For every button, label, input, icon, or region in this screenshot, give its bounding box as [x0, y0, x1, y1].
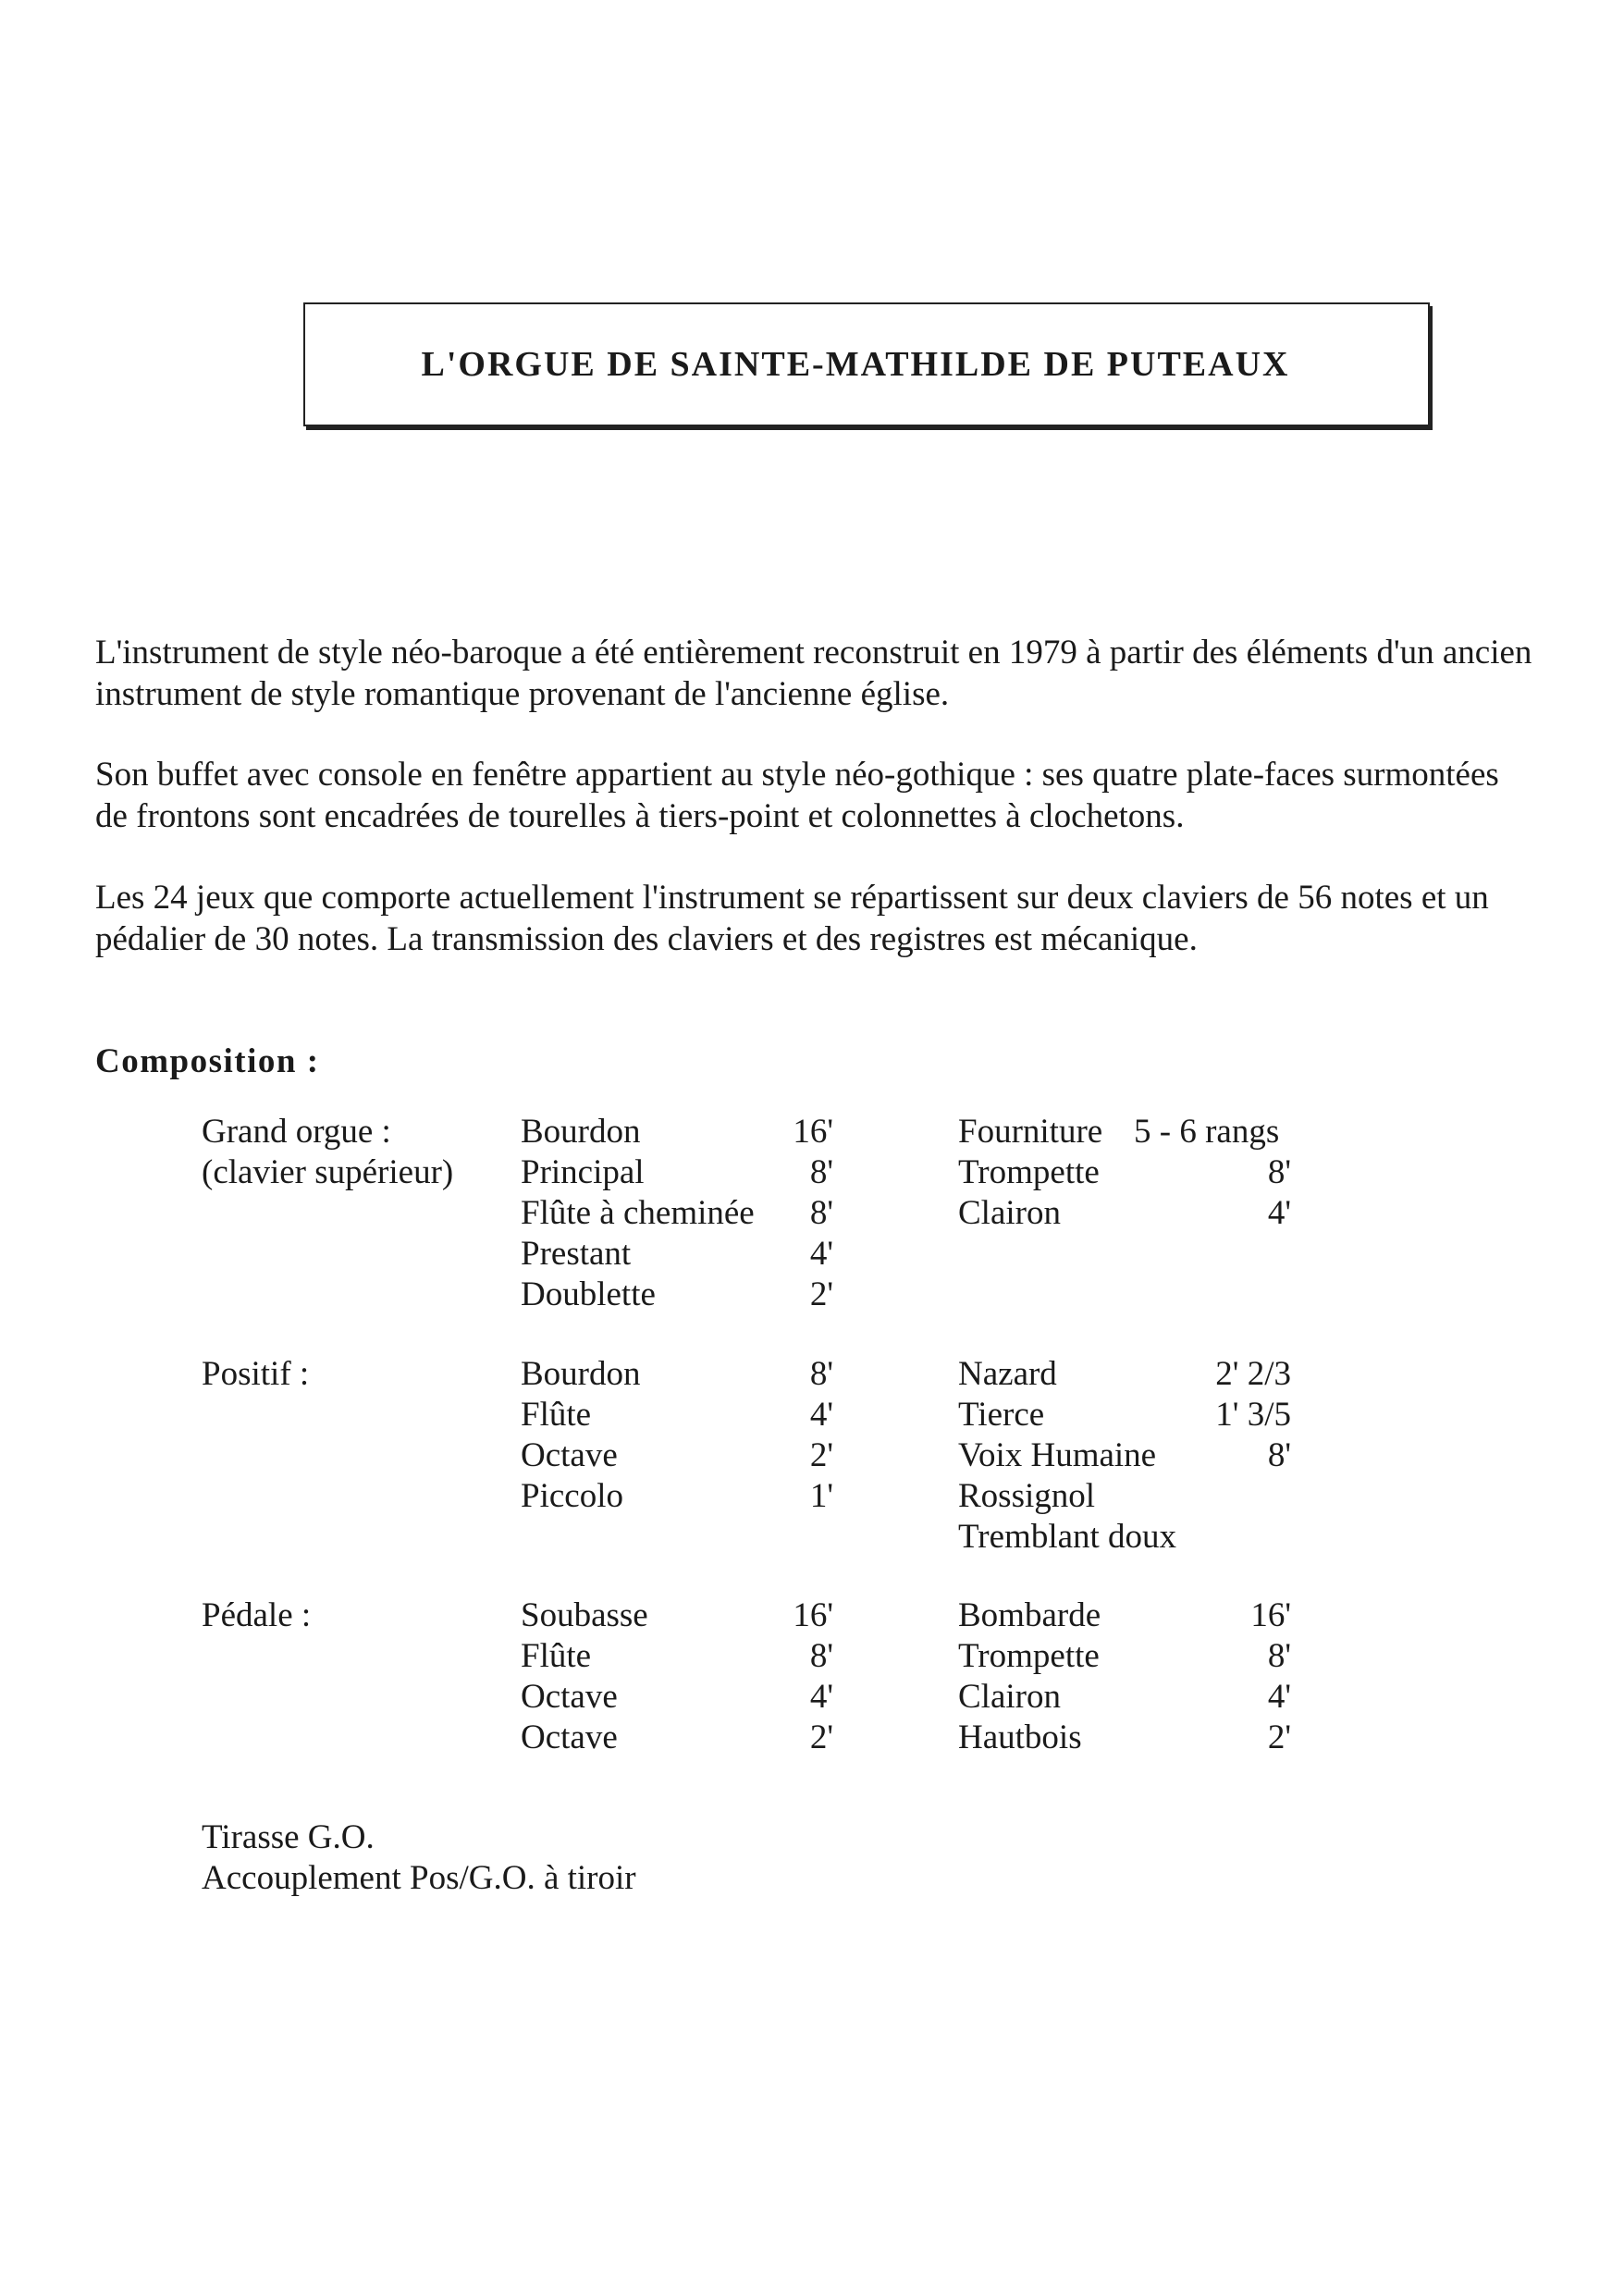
division-name: Grand orgue : [202, 1113, 391, 1151]
stop-name: Hautbois [958, 1718, 1082, 1756]
division-name: Positif : [202, 1355, 310, 1393]
stop-name: Clairon [958, 1678, 1061, 1716]
stop-name: Octave [521, 1718, 618, 1756]
stop-size: 16' [1250, 1596, 1291, 1634]
stop-size: 4' [809, 1235, 833, 1273]
stop-size: 8' [809, 1355, 833, 1393]
stop-name: Flûte [521, 1637, 592, 1675]
stop-name: Rossignol [958, 1477, 1096, 1515]
stop-size: 4' [809, 1396, 833, 1434]
stop-size: 1' 3/5 [1215, 1396, 1291, 1434]
stop-size: 8' [1267, 1436, 1291, 1474]
stop-name: Tremblant doux [958, 1518, 1177, 1556]
stop-size: 2' [1267, 1718, 1291, 1756]
stop-name: Flûte [521, 1396, 592, 1434]
stop-name: Bombarde [958, 1596, 1101, 1634]
buffet-paragraph: Son buffet avec console en fenêtre appartient au style néo-gothique : ses quatre plate-faces surmontées de frontons sont encadrées de tourelles à tiers-point et colonnettes à clochetons. [95, 756, 1499, 835]
stop-size: 2' [809, 1275, 833, 1313]
stop-name: Octave [521, 1436, 618, 1474]
stop-size: 4' [809, 1678, 833, 1716]
stop-name: Nazard [958, 1355, 1057, 1393]
title-box [303, 302, 1430, 426]
stop-name: Soubasse [521, 1596, 648, 1634]
stop-size: 16' [793, 1596, 833, 1634]
division-subtitle: (clavier supérieur) [202, 1153, 454, 1191]
stop-size: 8' [809, 1194, 833, 1232]
stop-name: Fourniture [958, 1113, 1103, 1151]
stop-size: 8' [1267, 1153, 1291, 1191]
division-name: Pédale : [202, 1596, 312, 1634]
stop-name: Bourdon [521, 1113, 641, 1151]
stop-size: 2' 2/3 [1215, 1355, 1291, 1393]
stop-name: Bourdon [521, 1355, 641, 1393]
accessory-tirasse: Tirasse G.O. [202, 1818, 375, 1856]
stop-name: Piccolo [521, 1477, 623, 1515]
stop-size: 8' [809, 1153, 833, 1191]
stop-name: Tierce [958, 1396, 1045, 1434]
stop-size: 8' [1267, 1637, 1291, 1675]
stop-name: Trompette [958, 1153, 1100, 1191]
stop-name: Prestant [521, 1235, 632, 1273]
composition-heading: Composition : [95, 1042, 320, 1080]
stop-name: Trompette [958, 1637, 1100, 1675]
stop-size: 1' [809, 1477, 833, 1515]
stop-size: 5 - 6 rangs [1134, 1113, 1280, 1151]
stop-name: Flûte à cheminée [521, 1194, 755, 1232]
stop-name: Clairon [958, 1194, 1061, 1232]
stop-name: Principal [521, 1153, 645, 1191]
intro-paragraph: L'instrument de style néo-baroque a été entièrement reconstruit en 1979 à partir des éléments d'un ancien instrument de style romantique provenant de l'ancienne église. [95, 634, 1532, 713]
stop-size: 4' [1267, 1678, 1291, 1716]
stop-name: Voix Humaine [958, 1436, 1157, 1474]
stops-paragraph: Les 24 jeux que comporte actuellement l'instrument se répartissent sur deux claviers de 56 notes et un pédalier de 30 notes. La transmission des claviers et des registres est mécanique. [95, 879, 1489, 958]
stop-size: 8' [809, 1637, 833, 1675]
document-title: L'ORGUE DE SAINTE-MATHILDE DE PUTEAUX [421, 345, 1290, 384]
stop-size: 4' [1267, 1194, 1291, 1232]
stop-name: Octave [521, 1678, 618, 1716]
stop-size: 16' [793, 1113, 833, 1151]
accessory-accouplement: Accouplement Pos/G.O. à tiroir [202, 1859, 636, 1897]
stop-size: 2' [809, 1718, 833, 1756]
stop-size: 2' [809, 1436, 833, 1474]
stop-name: Doublette [521, 1275, 656, 1313]
